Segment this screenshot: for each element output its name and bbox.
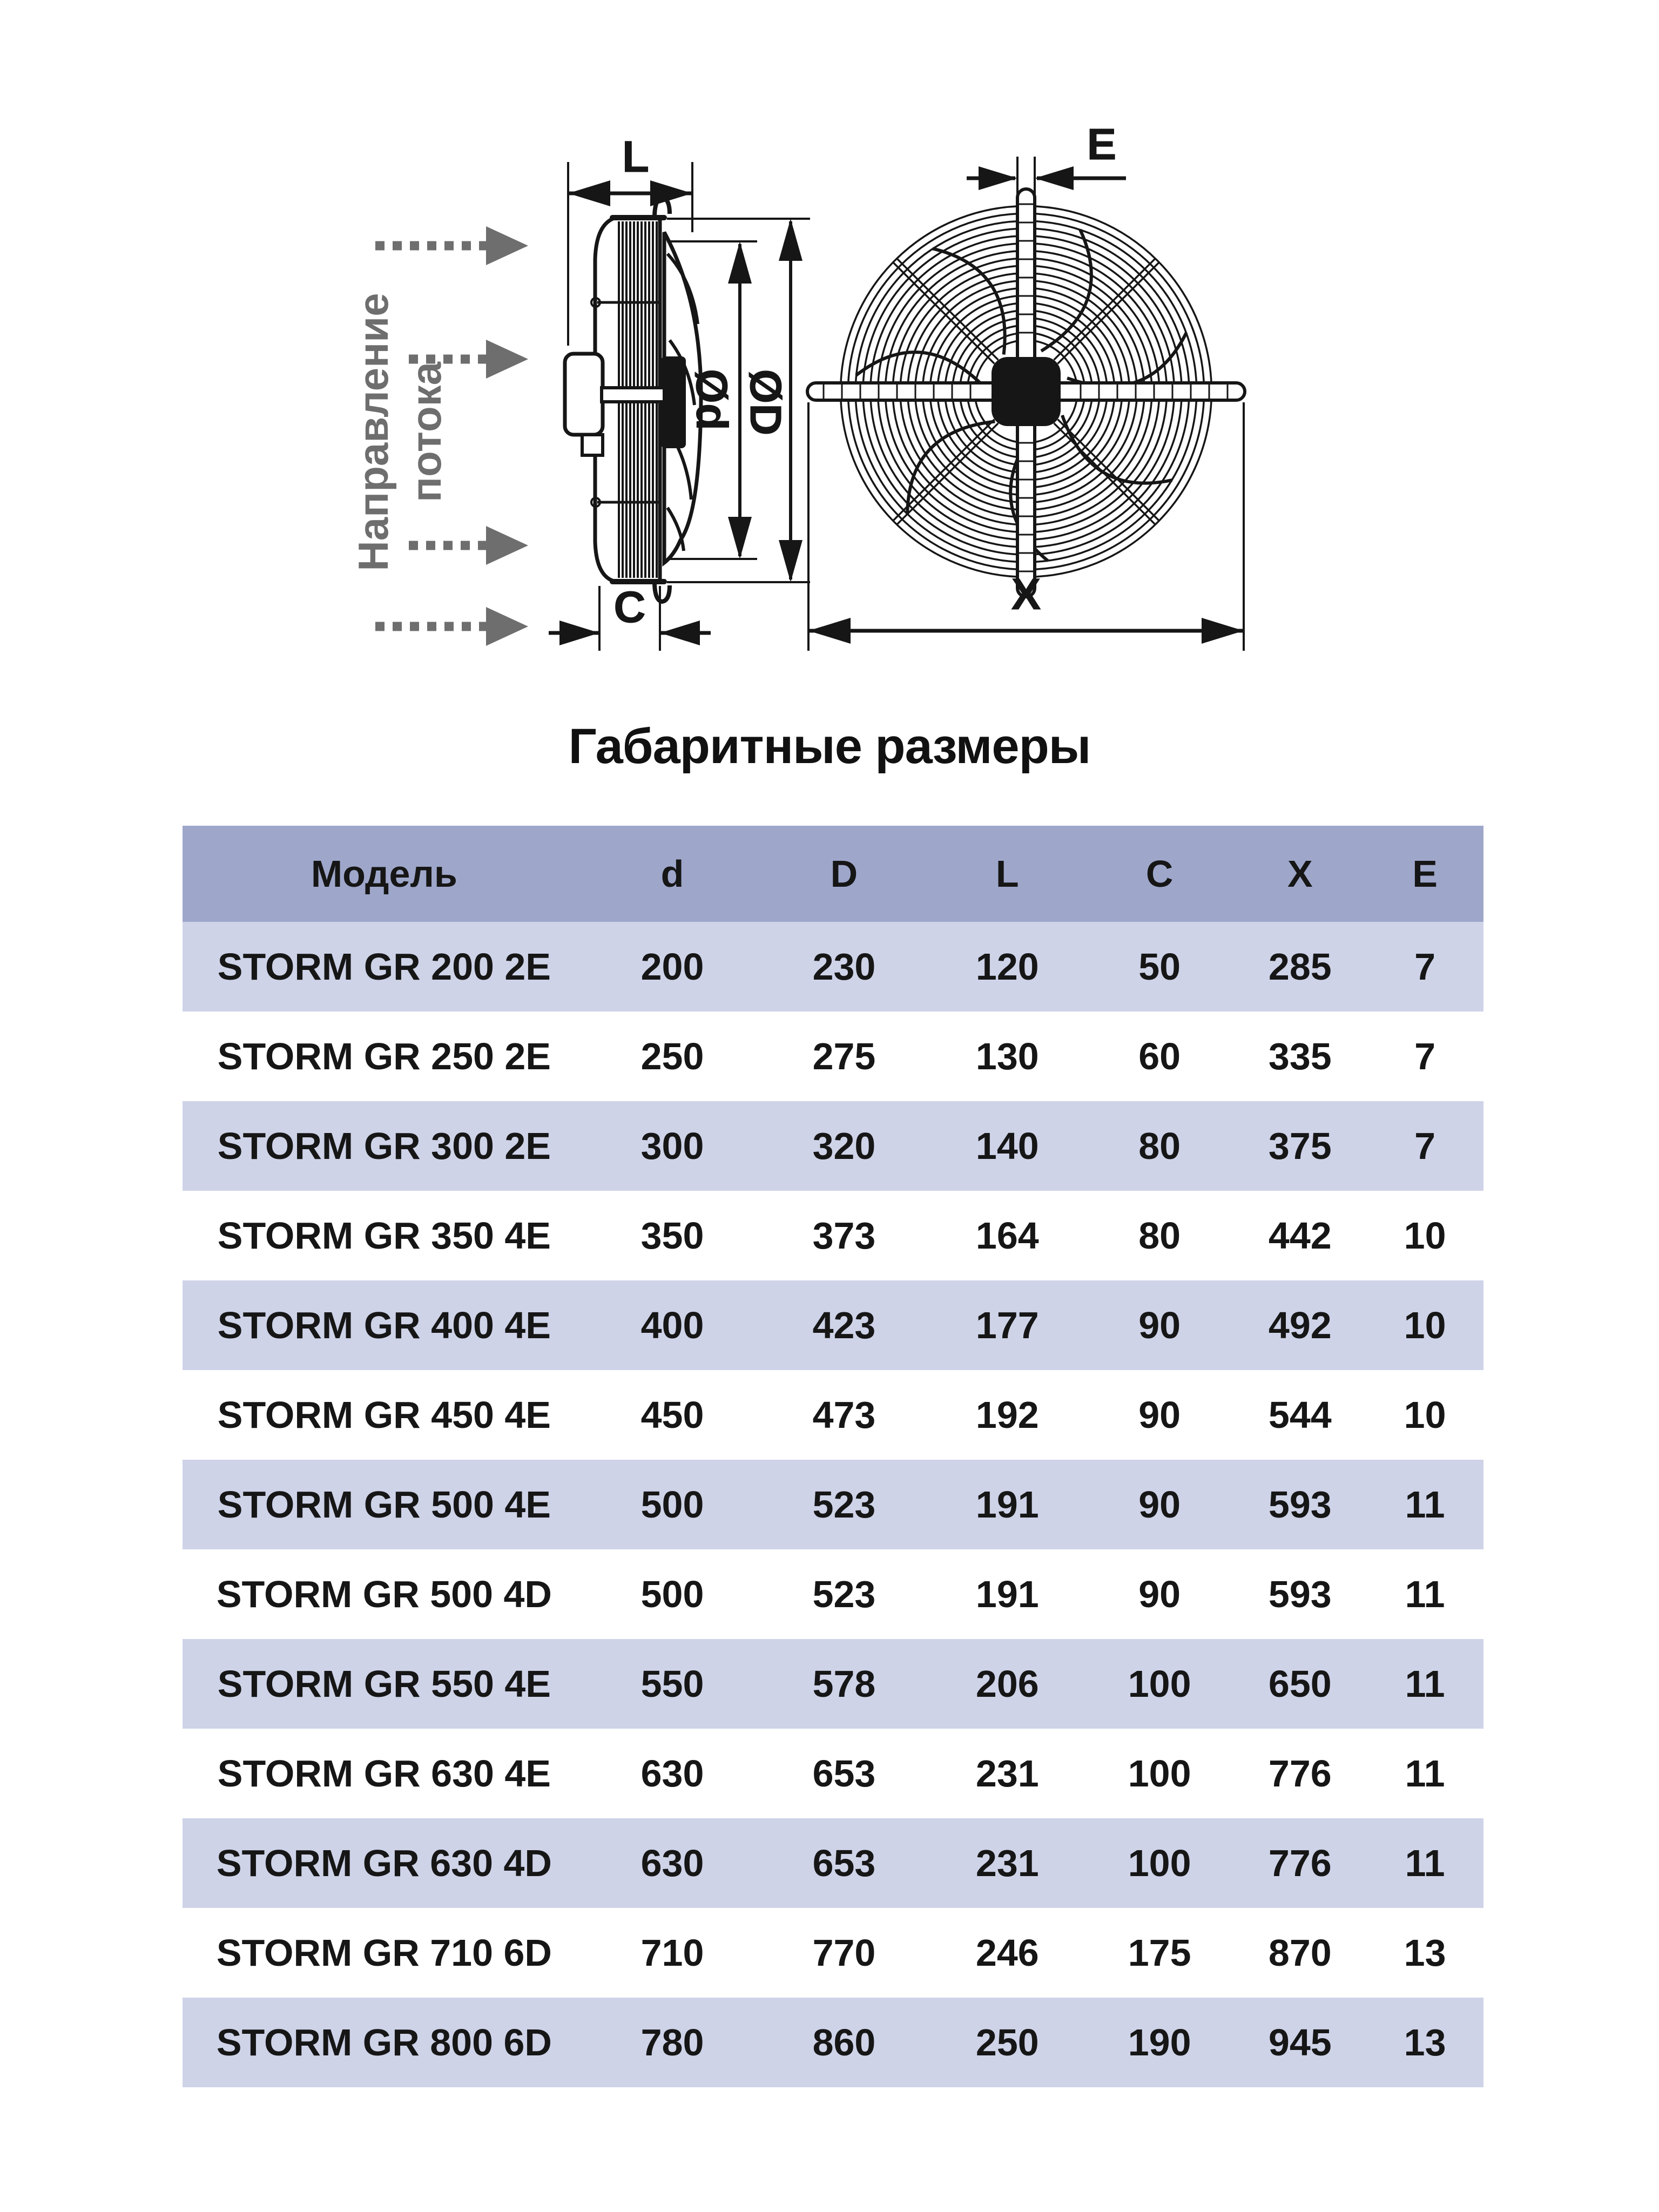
value-cell: 544 bbox=[1268, 1394, 1332, 1436]
value-cell: 250 bbox=[640, 1035, 704, 1077]
value-cell: 7 bbox=[1414, 1035, 1436, 1077]
value-cell: 192 bbox=[975, 1394, 1039, 1436]
table-body bbox=[183, 922, 1483, 2087]
value-cell: 80 bbox=[1138, 1125, 1181, 1167]
flow-direction-line2: потока bbox=[402, 361, 450, 503]
value-cell: 90 bbox=[1138, 1573, 1181, 1615]
value-cell: 13 bbox=[1404, 2021, 1446, 2063]
value-cell: 140 bbox=[975, 1125, 1039, 1167]
model-cell: STORM GR 800 6D bbox=[216, 2021, 552, 2063]
value-cell: 90 bbox=[1138, 1483, 1181, 1526]
flow-direction-label bbox=[349, 293, 450, 571]
dim-label-C: C bbox=[613, 583, 646, 632]
value-cell: 630 bbox=[640, 1752, 704, 1795]
value-cell: 776 bbox=[1268, 1842, 1332, 1884]
model-cell: STORM GR 500 4D bbox=[216, 1573, 552, 1615]
flow-direction-line1: Направление bbox=[349, 293, 397, 571]
value-cell: 945 bbox=[1268, 2021, 1332, 2063]
flow-arrow bbox=[375, 607, 528, 646]
flow-arrow bbox=[409, 526, 528, 565]
model-cell: STORM GR 630 4D bbox=[216, 1842, 552, 1884]
hub-front bbox=[992, 357, 1061, 426]
table-row bbox=[183, 1011, 1483, 1101]
dim-label-outer-diameter: ØD bbox=[741, 369, 790, 436]
value-cell: 50 bbox=[1138, 946, 1181, 988]
value-cell: 492 bbox=[1268, 1304, 1332, 1346]
value-cell: 860 bbox=[812, 2021, 876, 2063]
value-cell: 593 bbox=[1268, 1483, 1332, 1526]
value-cell: 11 bbox=[1405, 1842, 1445, 1884]
model-cell: STORM GR 250 2E bbox=[217, 1035, 551, 1077]
value-cell: 191 bbox=[975, 1483, 1039, 1526]
value-cell: 11 bbox=[1405, 1752, 1445, 1795]
value-cell: 80 bbox=[1138, 1215, 1181, 1257]
value-cell: 350 bbox=[640, 1215, 704, 1257]
col-header-d: d bbox=[586, 826, 759, 922]
table-row bbox=[183, 1549, 1483, 1639]
table-row bbox=[183, 1191, 1483, 1280]
model-cell: STORM GR 500 4E bbox=[217, 1483, 551, 1526]
value-cell: 230 bbox=[812, 946, 876, 988]
value-cell: 177 bbox=[975, 1304, 1039, 1346]
value-cell: 11 bbox=[1405, 1573, 1445, 1615]
value-cell: 191 bbox=[975, 1573, 1039, 1615]
table-row bbox=[183, 1460, 1483, 1549]
value-cell: 100 bbox=[1128, 1842, 1191, 1884]
table-row bbox=[183, 1639, 1483, 1729]
fan-front-view bbox=[807, 120, 1245, 651]
value-cell: 423 bbox=[812, 1304, 876, 1346]
table-row bbox=[183, 922, 1483, 1011]
model-cell: STORM GR 630 4E bbox=[217, 1752, 551, 1795]
value-cell: 450 bbox=[640, 1394, 704, 1436]
value-cell: 870 bbox=[1268, 1932, 1332, 1974]
value-cell: 400 bbox=[640, 1304, 704, 1346]
model-cell: STORM GR 710 6D bbox=[216, 1932, 552, 1974]
flow-arrow bbox=[375, 226, 528, 265]
value-cell: 593 bbox=[1268, 1573, 1332, 1615]
value-cell: 231 bbox=[975, 1842, 1039, 1884]
fan-side-view bbox=[549, 132, 810, 651]
value-cell: 710 bbox=[640, 1932, 704, 1974]
model-cell: STORM GR 350 4E bbox=[217, 1215, 551, 1257]
table-row bbox=[183, 1818, 1483, 1908]
table-row bbox=[183, 1101, 1483, 1191]
model-cell: STORM GR 450 4E bbox=[217, 1394, 551, 1436]
dimensions-table bbox=[183, 826, 1483, 2087]
value-cell: 164 bbox=[975, 1215, 1039, 1257]
value-cell: 653 bbox=[812, 1842, 876, 1884]
value-cell: 100 bbox=[1128, 1752, 1191, 1795]
table-row bbox=[183, 1370, 1483, 1460]
model-cell: STORM GR 300 2E bbox=[217, 1125, 551, 1167]
value-cell: 653 bbox=[812, 1752, 876, 1795]
value-cell: 10 bbox=[1404, 1394, 1446, 1436]
dimensional-drawing bbox=[0, 0, 1659, 810]
table-row bbox=[183, 1280, 1483, 1370]
value-cell: 442 bbox=[1268, 1215, 1332, 1257]
value-cell: 650 bbox=[1268, 1663, 1332, 1705]
dim-label-L: L bbox=[622, 132, 650, 181]
value-cell: 275 bbox=[812, 1035, 876, 1077]
value-cell: 473 bbox=[812, 1394, 876, 1436]
value-cell: 100 bbox=[1128, 1663, 1191, 1705]
value-cell: 13 bbox=[1404, 1932, 1446, 1974]
value-cell: 500 bbox=[640, 1483, 704, 1526]
value-cell: 375 bbox=[1268, 1125, 1332, 1167]
value-cell: 10 bbox=[1404, 1215, 1446, 1257]
value-cell: 335 bbox=[1268, 1035, 1332, 1077]
flow-arrows bbox=[375, 226, 528, 646]
value-cell: 246 bbox=[975, 1932, 1039, 1974]
col-header-D: D bbox=[759, 826, 929, 922]
page-title: Габаритные размеры bbox=[568, 719, 1091, 774]
dim-C bbox=[549, 583, 711, 651]
value-cell: 231 bbox=[975, 1752, 1039, 1795]
model-cell: STORM GR 550 4E bbox=[217, 1663, 551, 1705]
value-cell: 175 bbox=[1128, 1932, 1191, 1974]
model-cell: STORM GR 200 2E bbox=[217, 946, 551, 988]
value-cell: 250 bbox=[975, 2021, 1039, 2063]
table-row bbox=[183, 1908, 1483, 1998]
model-cell: STORM GR 400 4E bbox=[217, 1304, 551, 1346]
value-cell: 523 bbox=[812, 1483, 876, 1526]
table-header bbox=[183, 826, 1483, 922]
value-cell: 523 bbox=[812, 1573, 876, 1615]
table-row bbox=[183, 1998, 1483, 2087]
dim-label-X: X bbox=[1011, 570, 1041, 619]
value-cell: 630 bbox=[640, 1842, 704, 1884]
value-cell: 130 bbox=[975, 1035, 1039, 1077]
value-cell: 373 bbox=[812, 1215, 876, 1257]
value-cell: 90 bbox=[1138, 1304, 1181, 1346]
dim-label-inner-diameter: Ød bbox=[687, 369, 736, 430]
value-cell: 200 bbox=[640, 946, 704, 988]
value-cell: 578 bbox=[812, 1663, 876, 1705]
value-cell: 11 bbox=[1405, 1663, 1445, 1705]
table-row bbox=[183, 1729, 1483, 1818]
dim-label-E: E bbox=[1087, 120, 1117, 169]
col-header-X: X bbox=[1233, 826, 1366, 922]
value-cell: 7 bbox=[1414, 1125, 1436, 1167]
value-cell: 770 bbox=[812, 1932, 876, 1974]
value-cell: 10 bbox=[1404, 1304, 1446, 1346]
value-cell: 776 bbox=[1268, 1752, 1332, 1795]
value-cell: 550 bbox=[640, 1663, 704, 1705]
value-cell: 320 bbox=[812, 1125, 876, 1167]
value-cell: 90 bbox=[1138, 1394, 1181, 1436]
value-cell: 500 bbox=[640, 1573, 704, 1615]
value-cell: 300 bbox=[640, 1125, 704, 1167]
value-cell: 120 bbox=[975, 946, 1039, 988]
col-header-model: Модель bbox=[183, 826, 586, 922]
value-cell: 190 bbox=[1128, 2021, 1191, 2063]
col-header-E: E bbox=[1366, 826, 1483, 922]
col-header-C: C bbox=[1085, 826, 1234, 922]
value-cell: 60 bbox=[1138, 1035, 1181, 1077]
value-cell: 7 bbox=[1414, 946, 1436, 988]
value-cell: 11 bbox=[1405, 1483, 1445, 1526]
value-cell: 780 bbox=[640, 2021, 704, 2063]
value-cell: 285 bbox=[1268, 946, 1332, 988]
col-header-L: L bbox=[929, 826, 1085, 922]
value-cell: 206 bbox=[975, 1663, 1039, 1705]
